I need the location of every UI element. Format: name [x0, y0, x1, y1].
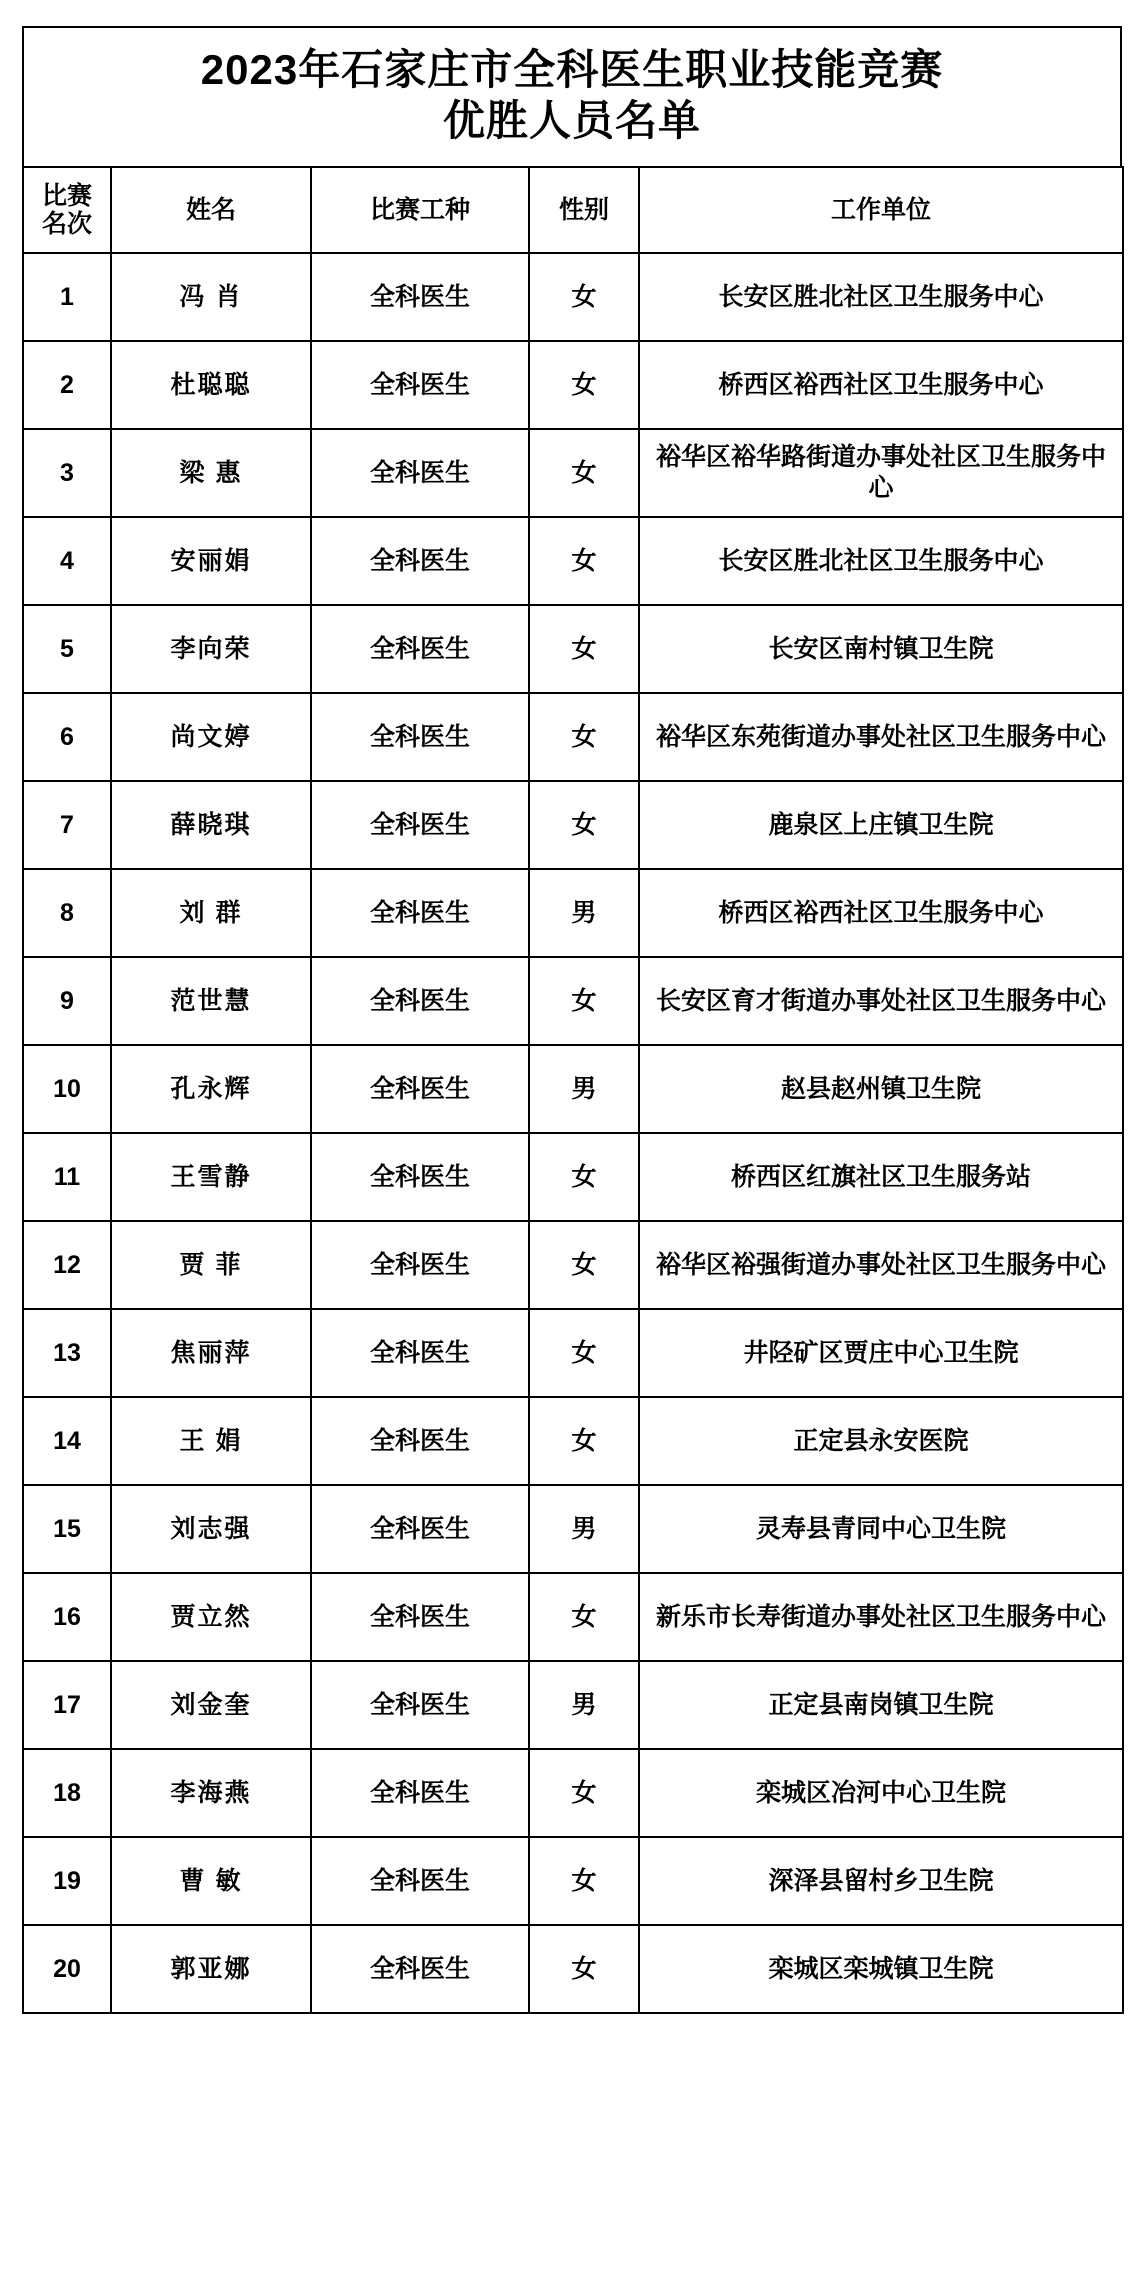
cell-rank: 19	[23, 1837, 111, 1925]
table-row	[23, 605, 1123, 693]
cell-type: 全科医生	[311, 1309, 529, 1397]
column-header-unit: 工作单位	[639, 167, 1123, 253]
cell-unit: 桥西区裕西社区卫生服务中心	[639, 869, 1123, 957]
cell-unit: 鹿泉区上庄镇卫生院	[639, 781, 1123, 869]
cell-name: 薛晓琪	[111, 781, 311, 869]
cell-name: 尚文婷	[111, 693, 311, 781]
cell-name: 安丽娟	[111, 517, 311, 605]
cell-unit: 赵县赵州镇卫生院	[639, 1045, 1123, 1133]
cell-name: 贾立然	[111, 1573, 311, 1661]
table-row	[23, 429, 1123, 517]
cell-type: 全科医生	[311, 1661, 529, 1749]
cell-type: 全科医生	[311, 1045, 529, 1133]
cell-type: 全科医生	[311, 1221, 529, 1309]
cell-type: 全科医生	[311, 957, 529, 1045]
table-row	[23, 1221, 1123, 1309]
cell-name: 杜聪聪	[111, 341, 311, 429]
cell-rank: 14	[23, 1397, 111, 1485]
cell-sex: 女	[529, 781, 639, 869]
cell-sex: 女	[529, 517, 639, 605]
table-row	[23, 781, 1123, 869]
table-row	[23, 517, 1123, 605]
cell-unit: 深泽县留村乡卫生院	[639, 1837, 1123, 1925]
cell-sex: 男	[529, 1661, 639, 1749]
cell-name: 贾 菲	[111, 1221, 311, 1309]
table-header	[23, 167, 1123, 253]
cell-sex: 男	[529, 1485, 639, 1573]
page-title	[44, 44, 1100, 146]
cell-rank: 17	[23, 1661, 111, 1749]
table-row	[23, 957, 1123, 1045]
cell-sex: 女	[529, 1397, 639, 1485]
document-body	[22, 0, 1122, 2014]
cell-rank: 2	[23, 341, 111, 429]
cell-rank: 6	[23, 693, 111, 781]
cell-sex: 女	[529, 1133, 639, 1221]
cell-sex: 女	[529, 1925, 639, 2013]
cell-name: 曹 敏	[111, 1837, 311, 1925]
cell-unit: 井陉矿区贾庄中心卫生院	[639, 1309, 1123, 1397]
cell-type: 全科医生	[311, 429, 529, 517]
cell-name: 刘志强	[111, 1485, 311, 1573]
cell-rank: 9	[23, 957, 111, 1045]
cell-type: 全科医生	[311, 869, 529, 957]
cell-sex: 女	[529, 1573, 639, 1661]
page-title-line-2: 优胜人员名单	[442, 97, 701, 145]
cell-sex: 女	[529, 1749, 639, 1837]
cell-type: 全科医生	[311, 1837, 529, 1925]
cell-name: 孔永辉	[111, 1045, 311, 1133]
table-row	[23, 1045, 1123, 1133]
cell-sex: 女	[529, 1309, 639, 1397]
cell-unit: 长安区育才街道办事处社区卫生服务中心	[639, 957, 1123, 1045]
cell-unit: 桥西区红旗社区卫生服务站	[639, 1133, 1123, 1221]
cell-sex: 女	[529, 429, 639, 517]
cell-unit: 长安区胜北社区卫生服务中心	[639, 253, 1123, 341]
cell-unit: 裕华区裕强街道办事处社区卫生服务中心	[639, 1221, 1123, 1309]
cell-rank: 12	[23, 1221, 111, 1309]
cell-name: 焦丽萍	[111, 1309, 311, 1397]
cell-name: 王雪静	[111, 1133, 311, 1221]
cell-rank: 5	[23, 605, 111, 693]
cell-type: 全科医生	[311, 1133, 529, 1221]
cell-type: 全科医生	[311, 1573, 529, 1661]
cell-rank: 13	[23, 1309, 111, 1397]
table-row	[23, 1837, 1123, 1925]
cell-rank: 3	[23, 429, 111, 517]
table-row	[23, 1749, 1123, 1837]
cell-rank: 8	[23, 869, 111, 957]
cell-type: 全科医生	[311, 781, 529, 869]
cell-unit: 桥西区裕西社区卫生服务中心	[639, 341, 1123, 429]
cell-unit: 新乐市长寿街道办事处社区卫生服务中心	[639, 1573, 1123, 1661]
cell-name: 李海燕	[111, 1749, 311, 1837]
title-block	[22, 26, 1122, 166]
cell-sex: 女	[529, 957, 639, 1045]
table-row	[23, 253, 1123, 341]
cell-rank: 16	[23, 1573, 111, 1661]
cell-rank: 18	[23, 1749, 111, 1837]
cell-name: 郭亚娜	[111, 1925, 311, 2013]
cell-type: 全科医生	[311, 1485, 529, 1573]
table-row	[23, 1925, 1123, 2013]
cell-rank: 1	[23, 253, 111, 341]
cell-sex: 女	[529, 253, 639, 341]
cell-unit: 长安区南村镇卫生院	[639, 605, 1123, 693]
cell-rank: 7	[23, 781, 111, 869]
cell-name: 刘金奎	[111, 1661, 311, 1749]
cell-name: 梁 惠	[111, 429, 311, 517]
table-row	[23, 1485, 1123, 1573]
cell-rank: 15	[23, 1485, 111, 1573]
table-body	[23, 253, 1123, 2013]
cell-sex: 女	[529, 1837, 639, 1925]
cell-type: 全科医生	[311, 1397, 529, 1485]
table-row	[23, 1573, 1123, 1661]
table-row	[23, 1397, 1123, 1485]
cell-type: 全科医生	[311, 1749, 529, 1837]
column-header-type: 比赛工种	[311, 167, 529, 253]
column-header-sex: 性别	[529, 167, 639, 253]
cell-type: 全科医生	[311, 693, 529, 781]
cell-unit: 栾城区栾城镇卫生院	[639, 1925, 1123, 2013]
cell-sex: 女	[529, 341, 639, 429]
table-row	[23, 1133, 1123, 1221]
cell-name: 冯 肖	[111, 253, 311, 341]
cell-rank: 20	[23, 1925, 111, 2013]
cell-sex: 男	[529, 869, 639, 957]
page-title-line-1: 2023年石家庄市全科医生职业技能竞赛	[200, 46, 944, 93]
cell-unit: 正定县永安医院	[639, 1397, 1123, 1485]
cell-sex: 女	[529, 605, 639, 693]
table-header-row	[23, 167, 1123, 253]
cell-type: 全科医生	[311, 517, 529, 605]
cell-unit: 长安区胜北社区卫生服务中心	[639, 517, 1123, 605]
cell-unit: 栾城区冶河中心卫生院	[639, 1749, 1123, 1837]
cell-name: 李向荣	[111, 605, 311, 693]
cell-sex: 女	[529, 693, 639, 781]
cell-rank: 10	[23, 1045, 111, 1133]
cell-unit: 裕华区东苑街道办事处社区卫生服务中心	[639, 693, 1123, 781]
winners-table	[22, 166, 1124, 2014]
cell-type: 全科医生	[311, 253, 529, 341]
cell-type: 全科医生	[311, 341, 529, 429]
cell-rank: 11	[23, 1133, 111, 1221]
table-row	[23, 341, 1123, 429]
cell-unit: 灵寿县青同中心卫生院	[639, 1485, 1123, 1573]
cell-name: 王 娟	[111, 1397, 311, 1485]
column-header-rank-line2: 名次	[41, 210, 92, 239]
cell-name: 范世慧	[111, 957, 311, 1045]
column-header-name: 姓名	[111, 167, 311, 253]
table-row	[23, 693, 1123, 781]
cell-rank: 4	[23, 517, 111, 605]
cell-unit: 正定县南岗镇卫生院	[639, 1661, 1123, 1749]
table-row	[23, 1661, 1123, 1749]
cell-sex: 男	[529, 1045, 639, 1133]
cell-name: 刘 群	[111, 869, 311, 957]
cell-type: 全科医生	[311, 1925, 529, 2013]
cell-unit: 裕华区裕华路街道办事处社区卫生服务中心	[639, 429, 1123, 517]
cell-sex: 女	[529, 1221, 639, 1309]
column-header-rank-line1: 比赛	[41, 181, 92, 210]
column-header-rank	[23, 167, 111, 253]
table-row	[23, 1309, 1123, 1397]
table-row	[23, 869, 1123, 957]
cell-type: 全科医生	[311, 605, 529, 693]
